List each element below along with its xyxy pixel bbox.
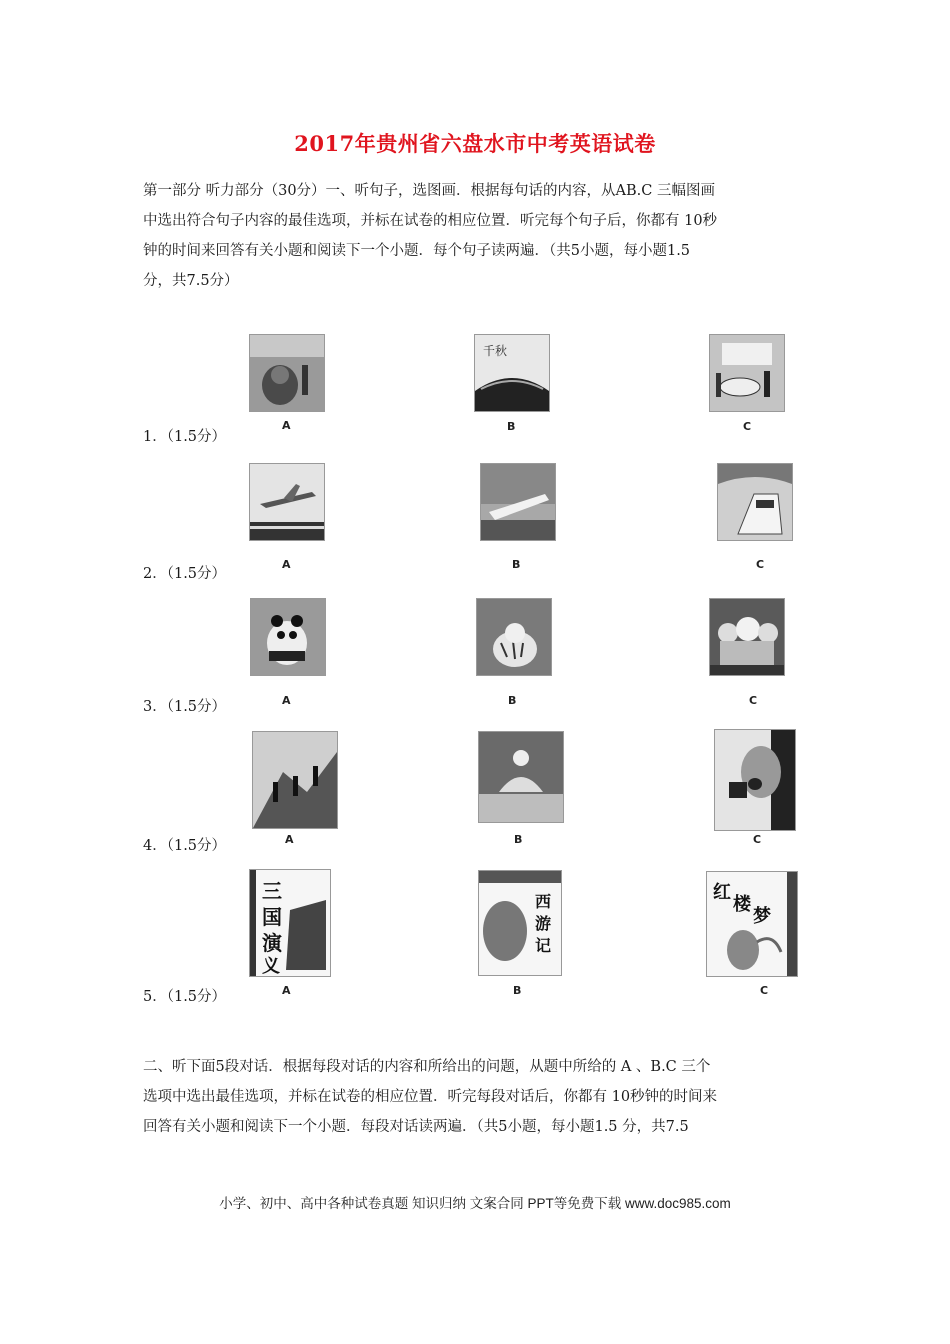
singing-man-icon xyxy=(714,729,796,831)
car-and-people-icon xyxy=(709,334,785,412)
cruise-ship-icon xyxy=(480,463,556,541)
swimmer-icon xyxy=(478,731,564,823)
option-letter: C xyxy=(749,694,758,707)
section-2-paragraph xyxy=(143,1052,815,1142)
svg-text:义: 义 xyxy=(262,956,280,976)
svg-text:游: 游 xyxy=(535,914,552,933)
hongloumeng-book-icon xyxy=(706,871,798,977)
option-letter: A xyxy=(282,984,291,997)
option-letter: B xyxy=(513,984,522,997)
intro-paragraph xyxy=(143,176,815,296)
question-1-label: 1．（1.5分） xyxy=(143,429,227,445)
intro-line: 钟的时间来回答有关小题和阅读下一个小题．每个句子读两遍．（共5小题，每小题1.5 xyxy=(143,243,691,259)
option-letter: A xyxy=(282,558,291,571)
svg-text:梦: 梦 xyxy=(753,906,771,927)
footer-text: 小学、初中、高中各种试卷真题 知识归纳 文案合同 PPT等免费下载 www.doc985.com xyxy=(219,1196,731,1211)
svg-text:楼: 楼 xyxy=(733,894,751,915)
option-letter: B xyxy=(512,558,521,571)
lions-icon xyxy=(709,598,785,676)
question-5-label: 5．（1.5分） xyxy=(143,989,227,1005)
svg-text:三: 三 xyxy=(262,879,282,903)
intro-line: 中选出符合句子内容的最佳选项，并标在试卷的相应位置．听完每个句子后，你都有 10秒 xyxy=(143,213,718,229)
option-letter: B xyxy=(507,420,516,433)
airplane-icon xyxy=(249,463,325,541)
svg-text:千秋: 千秋 xyxy=(483,344,508,358)
sanguo-book-icon xyxy=(249,869,331,977)
tigers-icon xyxy=(476,598,552,676)
section-2-line: 回答有关小题和阅读下一个小题．每段对话读两遍．（共5小题，每小题1.5 分，共7.5 xyxy=(143,1119,689,1135)
option-letter: C xyxy=(753,833,762,846)
option-letter: A xyxy=(285,833,294,846)
section-2-line: 二、听下面5段对话．根据每段对话的内容和所给出的问题，从题中所给的 A 、B.C 三个 xyxy=(143,1059,711,1075)
xiyouji-book-icon xyxy=(478,870,562,976)
intro-line: 第一部分 听力部分（30分）一、听句子，选图画．根据每句话的内容，从AB.C 三幅图画 xyxy=(143,183,715,199)
lion-king-poster-icon xyxy=(249,334,325,412)
option-letter: B xyxy=(514,833,523,846)
intro-line: 分，共7.5分） xyxy=(143,273,239,289)
svg-text:国: 国 xyxy=(262,905,282,929)
option-letter: A xyxy=(282,694,291,707)
question-3-label: 3．（1.5分） xyxy=(143,699,227,715)
question-2-label: 2．（1.5分） xyxy=(143,566,227,582)
svg-text:演: 演 xyxy=(262,931,282,955)
climbers-icon xyxy=(252,731,338,829)
bird-nest-stadium-icon xyxy=(474,334,550,412)
option-letter: C xyxy=(756,558,765,571)
option-letter: C xyxy=(760,984,769,997)
option-letter: C xyxy=(743,420,752,433)
svg-text:记: 记 xyxy=(535,936,552,955)
page-title: 2017年贵州省六盘水市中考英语试卷 xyxy=(294,131,656,156)
svg-text:西: 西 xyxy=(535,892,552,911)
question-4-label: 4．（1.5分） xyxy=(143,838,227,854)
option-letter: B xyxy=(508,694,517,707)
option-letter: A xyxy=(282,419,291,432)
section-2-line: 选项中选出最佳选项，并标在试卷的相应位置．听完每段对话后，你都有 10秒钟的时间来 xyxy=(143,1089,718,1105)
panda-icon xyxy=(250,598,326,676)
svg-text:红: 红 xyxy=(713,882,731,903)
high-speed-train-icon xyxy=(717,463,793,541)
